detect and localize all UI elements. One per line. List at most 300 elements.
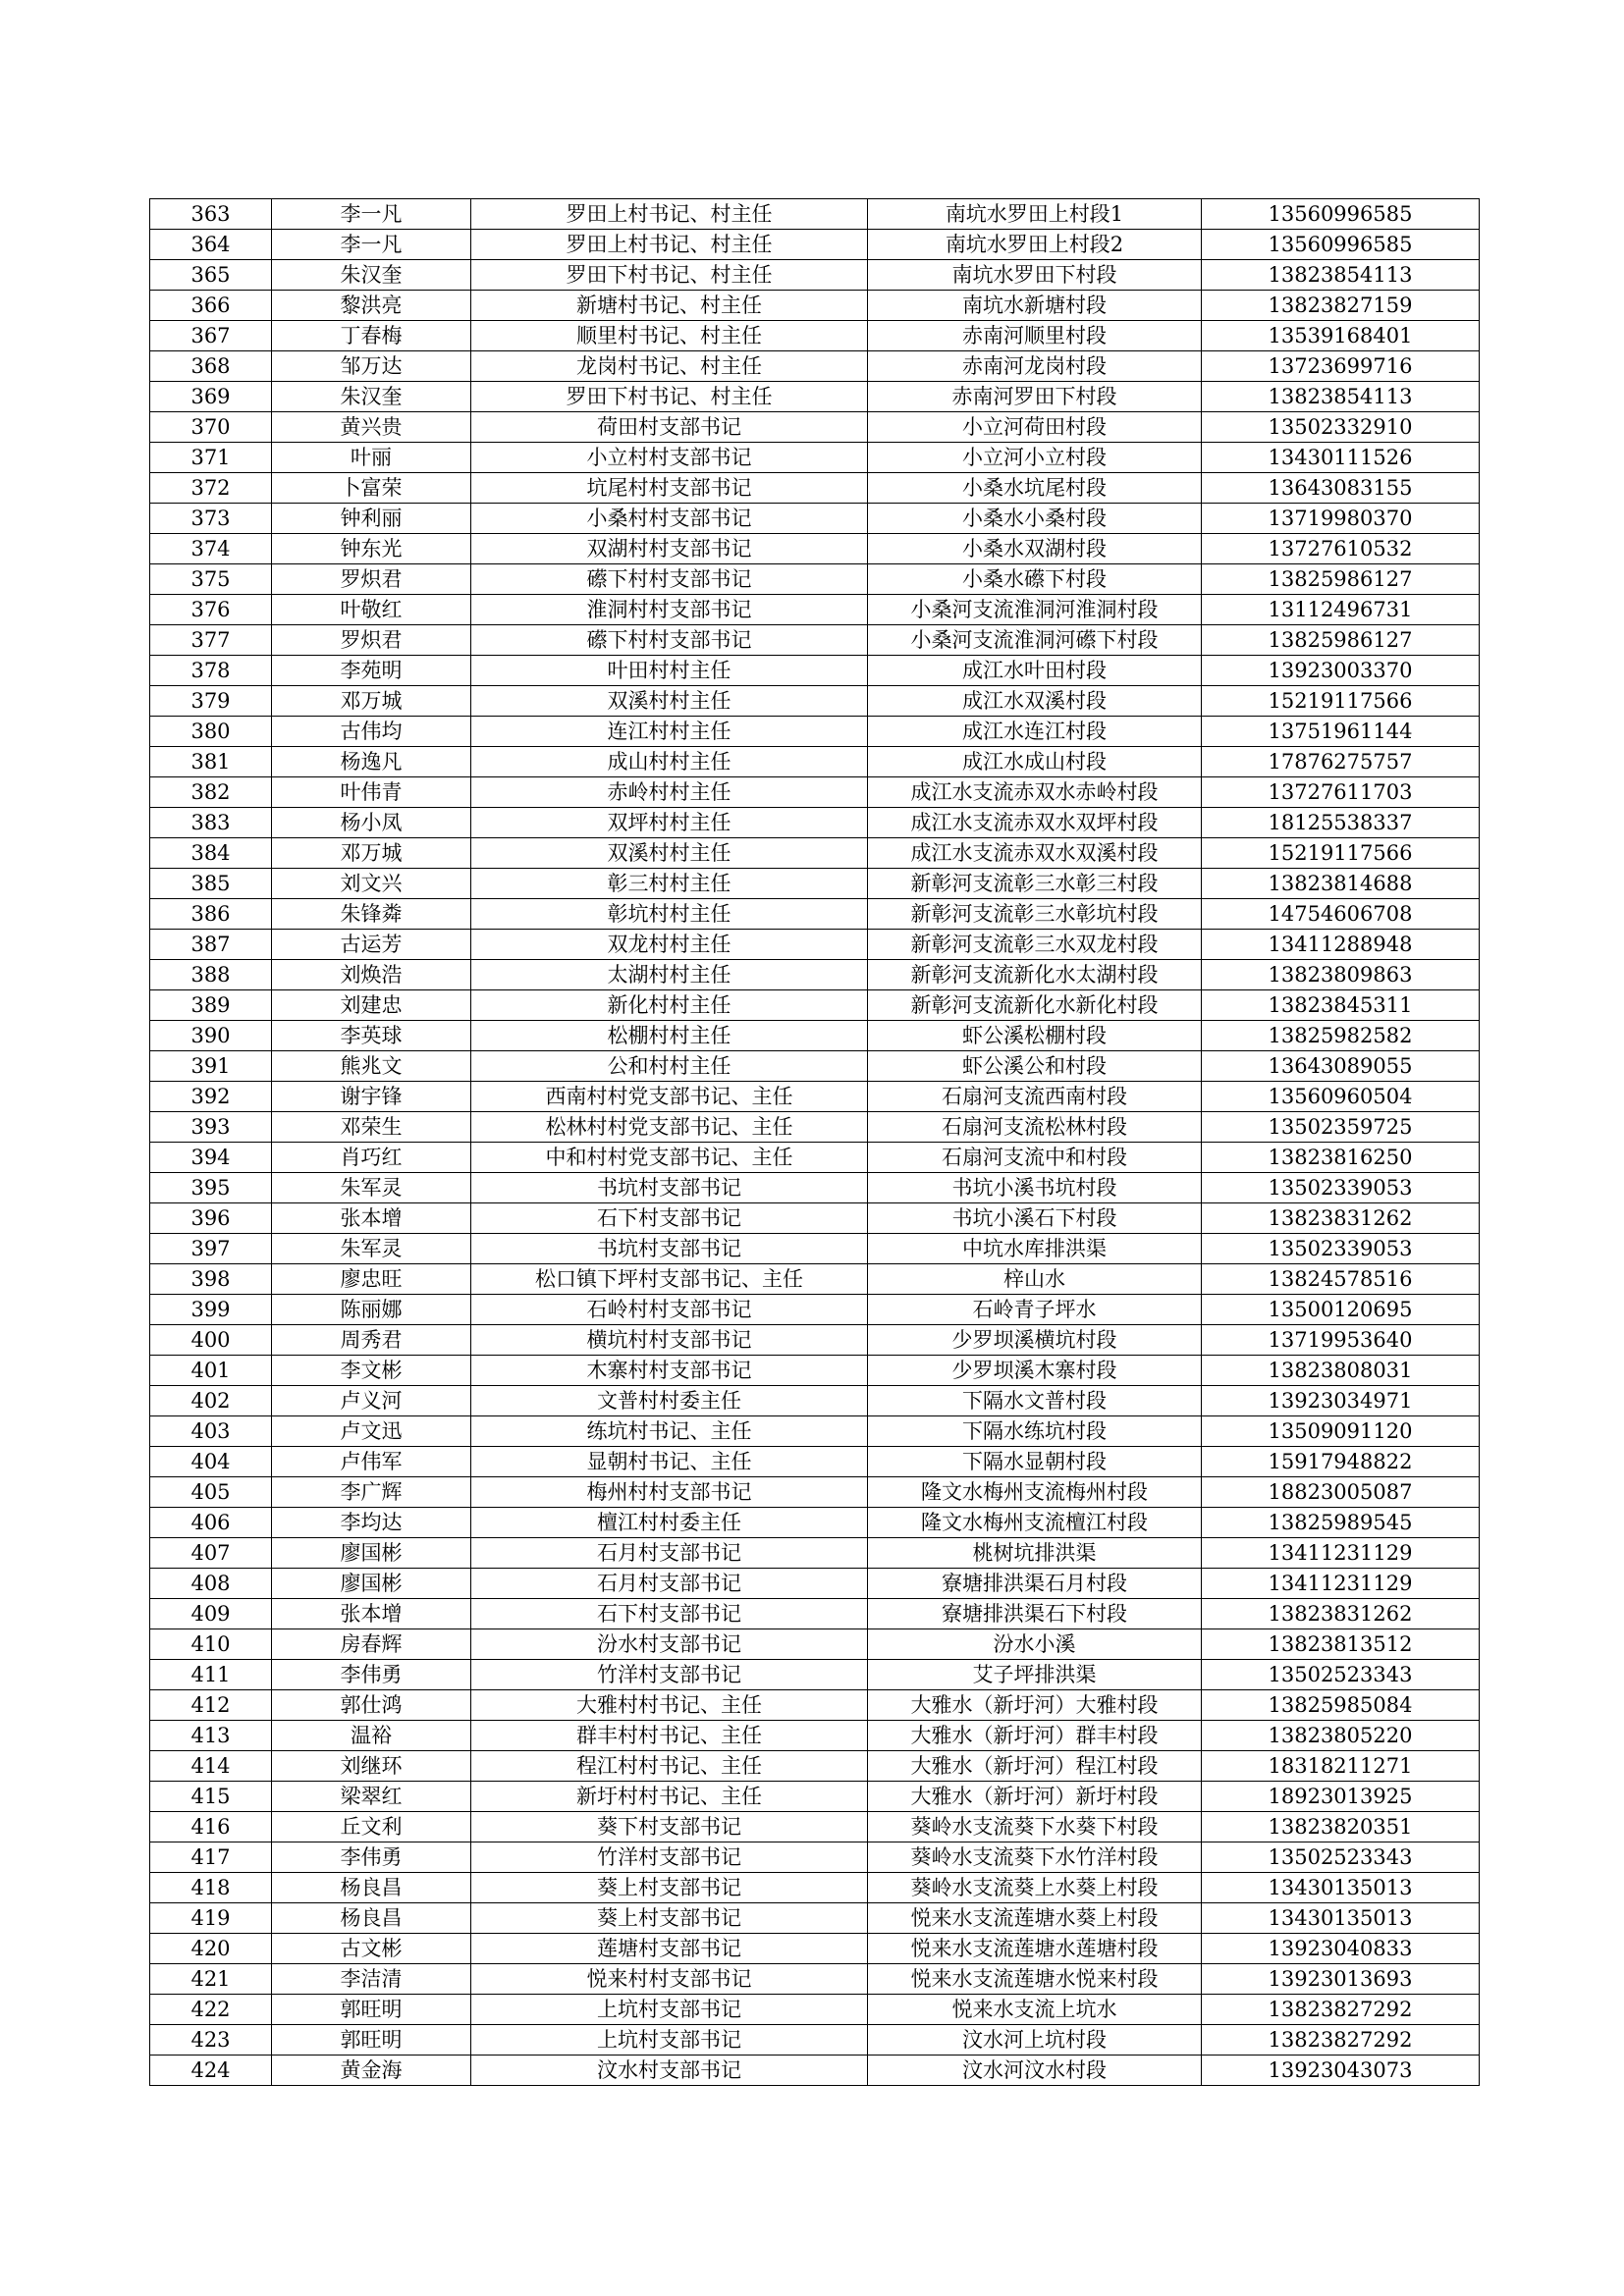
name-cell: 叶伟青 <box>272 777 471 808</box>
name-cell: 朱军灵 <box>272 1234 471 1264</box>
row-number-cell: 371 <box>150 443 272 473</box>
row-number-cell: 422 <box>150 1995 272 2025</box>
river-section-cell: 小桑河支流淮洞河礤下村段 <box>868 625 1202 656</box>
table-row <box>150 291 1480 321</box>
phone-cell: 13825986127 <box>1202 625 1480 656</box>
row-number-cell: 363 <box>150 199 272 230</box>
name-cell: 李洁清 <box>272 1964 471 1995</box>
name-cell: 邓荣生 <box>272 1112 471 1143</box>
river-section-cell: 下隔水显朝村段 <box>868 1447 1202 1477</box>
name-cell: 古伟均 <box>272 717 471 747</box>
position-cell: 显朝村书记、主任 <box>471 1447 868 1477</box>
position-cell: 莲塘村支部书记 <box>471 1934 868 1964</box>
position-cell: 练坑村书记、主任 <box>471 1416 868 1447</box>
position-cell: 石月村支部书记 <box>471 1538 868 1569</box>
phone-cell: 14754606708 <box>1202 899 1480 930</box>
position-cell: 松林村村党支部书记、主任 <box>471 1112 868 1143</box>
river-section-cell: 赤南河顺里村段 <box>868 321 1202 351</box>
row-number-cell: 369 <box>150 382 272 412</box>
position-cell: 礤下村村支部书记 <box>471 564 868 595</box>
position-cell: 顺里村书记、村主任 <box>471 321 868 351</box>
table-row <box>150 564 1480 595</box>
table-row <box>150 1416 1480 1447</box>
position-cell: 书坑村支部书记 <box>471 1173 868 1203</box>
river-section-cell: 虾公溪公和村段 <box>868 1051 1202 1082</box>
table-row <box>150 1477 1480 1508</box>
river-section-cell: 成江水支流赤双水双溪村段 <box>868 838 1202 869</box>
row-number-cell: 400 <box>150 1325 272 1356</box>
table-body <box>150 199 1480 2086</box>
river-section-cell: 小立河荷田村段 <box>868 412 1202 443</box>
phone-cell: 18823005087 <box>1202 1477 1480 1508</box>
row-number-cell: 413 <box>150 1721 272 1751</box>
name-cell: 丘文利 <box>272 1812 471 1842</box>
table-row <box>150 1203 1480 1234</box>
table-row <box>150 1508 1480 1538</box>
river-section-cell: 小桑水坑尾村段 <box>868 473 1202 504</box>
phone-cell: 13825982582 <box>1202 1021 1480 1051</box>
row-number-cell: 409 <box>150 1599 272 1629</box>
row-number-cell: 408 <box>150 1569 272 1599</box>
name-cell: 李均达 <box>272 1508 471 1538</box>
name-cell: 刘文兴 <box>272 869 471 899</box>
position-cell: 群丰村村书记、主任 <box>471 1721 868 1751</box>
phone-cell: 15219117566 <box>1202 686 1480 717</box>
position-cell: 葵上村支部书记 <box>471 1903 868 1934</box>
row-number-cell: 404 <box>150 1447 272 1477</box>
phone-cell: 13825985084 <box>1202 1690 1480 1721</box>
name-cell: 邹万达 <box>272 351 471 382</box>
row-number-cell: 384 <box>150 838 272 869</box>
name-cell: 李广辉 <box>272 1477 471 1508</box>
row-number-cell: 391 <box>150 1051 272 1082</box>
phone-cell: 13502339053 <box>1202 1234 1480 1264</box>
table-row <box>150 838 1480 869</box>
table-row <box>150 1295 1480 1325</box>
table-row <box>150 1386 1480 1416</box>
row-number-cell: 396 <box>150 1203 272 1234</box>
phone-cell: 13560960504 <box>1202 1082 1480 1112</box>
row-number-cell: 379 <box>150 686 272 717</box>
table-row <box>150 1995 1480 2025</box>
row-number-cell: 383 <box>150 808 272 838</box>
row-number-cell: 373 <box>150 504 272 534</box>
row-number-cell: 394 <box>150 1143 272 1173</box>
row-number-cell: 398 <box>150 1264 272 1295</box>
row-number-cell: 388 <box>150 960 272 990</box>
row-number-cell: 364 <box>150 230 272 260</box>
name-cell: 刘继环 <box>272 1751 471 1782</box>
table-row <box>150 1082 1480 1112</box>
position-cell: 汶水村支部书记 <box>471 2056 868 2086</box>
name-cell: 钟东光 <box>272 534 471 564</box>
position-cell: 程江村村书记、主任 <box>471 1751 868 1782</box>
table-row <box>150 2056 1480 2086</box>
name-cell: 李伟勇 <box>272 1660 471 1690</box>
position-cell: 大雅村村书记、主任 <box>471 1690 868 1721</box>
phone-cell: 13411231129 <box>1202 1538 1480 1569</box>
row-number-cell: 417 <box>150 1842 272 1873</box>
position-cell: 罗田下村书记、村主任 <box>471 260 868 291</box>
name-cell: 罗炽君 <box>272 564 471 595</box>
phone-cell: 15917948822 <box>1202 1447 1480 1477</box>
name-cell: 郭旺明 <box>272 2025 471 2056</box>
name-cell: 房春辉 <box>272 1629 471 1660</box>
table-row <box>150 199 1480 230</box>
river-section-cell: 少罗坝溪横坑村段 <box>868 1325 1202 1356</box>
name-cell: 李伟勇 <box>272 1842 471 1873</box>
row-number-cell: 401 <box>150 1356 272 1386</box>
table-row <box>150 351 1480 382</box>
name-cell: 廖国彬 <box>272 1538 471 1569</box>
name-cell: 杨小凤 <box>272 808 471 838</box>
position-cell: 荷田村支部书记 <box>471 412 868 443</box>
row-number-cell: 421 <box>150 1964 272 1995</box>
phone-cell: 13430135013 <box>1202 1903 1480 1934</box>
phone-cell: 13823827292 <box>1202 1995 1480 2025</box>
river-section-cell: 成江水双溪村段 <box>868 686 1202 717</box>
row-number-cell: 411 <box>150 1660 272 1690</box>
river-section-cell: 石扇河支流西南村段 <box>868 1082 1202 1112</box>
phone-cell: 13539168401 <box>1202 321 1480 351</box>
table-row <box>150 930 1480 960</box>
row-number-cell: 414 <box>150 1751 272 1782</box>
phone-cell: 13112496731 <box>1202 595 1480 625</box>
river-section-cell: 石扇河支流松林村段 <box>868 1112 1202 1143</box>
position-cell: 叶田村村主任 <box>471 656 868 686</box>
name-cell: 丁春梅 <box>272 321 471 351</box>
position-cell: 汾水村支部书记 <box>471 1629 868 1660</box>
table-row <box>150 1599 1480 1629</box>
position-cell: 葵上村支部书记 <box>471 1873 868 1903</box>
row-number-cell: 370 <box>150 412 272 443</box>
name-cell: 叶丽 <box>272 443 471 473</box>
river-section-cell: 新彰河支流彰三水彰坑村段 <box>868 899 1202 930</box>
table-row <box>150 1325 1480 1356</box>
river-section-cell: 桃树坑排洪渠 <box>868 1538 1202 1569</box>
position-cell: 双湖村村支部书记 <box>471 534 868 564</box>
position-cell: 书坑村支部书记 <box>471 1234 868 1264</box>
phone-cell: 13727611703 <box>1202 777 1480 808</box>
position-cell: 松棚村村主任 <box>471 1021 868 1051</box>
river-section-cell: 虾公溪松棚村段 <box>868 1021 1202 1051</box>
position-cell: 悦来村村支部书记 <box>471 1964 868 1995</box>
name-cell: 李文彬 <box>272 1356 471 1386</box>
phone-cell: 13502332910 <box>1202 412 1480 443</box>
name-cell: 叶敬红 <box>272 595 471 625</box>
position-cell: 罗田上村书记、村主任 <box>471 230 868 260</box>
row-number-cell: 418 <box>150 1873 272 1903</box>
position-cell: 太湖村村主任 <box>471 960 868 990</box>
position-cell: 彰坑村村主任 <box>471 899 868 930</box>
river-section-cell: 新彰河支流新化水太湖村段 <box>868 960 1202 990</box>
river-section-cell: 南坑水罗田上村段1 <box>868 199 1202 230</box>
row-number-cell: 376 <box>150 595 272 625</box>
position-cell: 文普村村委主任 <box>471 1386 868 1416</box>
name-cell: 黄兴贵 <box>272 412 471 443</box>
name-cell: 廖忠旺 <box>272 1264 471 1295</box>
position-cell: 石岭村村支部书记 <box>471 1295 868 1325</box>
name-cell: 朱军灵 <box>272 1173 471 1203</box>
phone-cell: 13823845311 <box>1202 990 1480 1021</box>
name-cell: 朱汉奎 <box>272 382 471 412</box>
name-cell: 卜富荣 <box>272 473 471 504</box>
phone-cell: 18125538337 <box>1202 808 1480 838</box>
phone-cell: 13643083155 <box>1202 473 1480 504</box>
table-row <box>150 504 1480 534</box>
phone-cell: 13923003370 <box>1202 656 1480 686</box>
river-section-cell: 梓山水 <box>868 1264 1202 1295</box>
river-section-cell: 葵岭水支流葵上水葵上村段 <box>868 1873 1202 1903</box>
phone-cell: 15219117566 <box>1202 838 1480 869</box>
position-cell: 赤岭村村主任 <box>471 777 868 808</box>
position-cell: 龙岗村书记、村主任 <box>471 351 868 382</box>
phone-cell: 17876275757 <box>1202 747 1480 777</box>
table-row <box>150 990 1480 1021</box>
river-section-cell: 寮塘排洪渠石月村段 <box>868 1569 1202 1599</box>
river-section-cell: 新彰河支流新化水新化村段 <box>868 990 1202 1021</box>
row-number-cell: 374 <box>150 534 272 564</box>
table-row <box>150 1690 1480 1721</box>
name-cell: 李一凡 <box>272 230 471 260</box>
table-row <box>150 473 1480 504</box>
phone-cell: 13825986127 <box>1202 564 1480 595</box>
phone-cell: 13500120695 <box>1202 1295 1480 1325</box>
phone-cell: 13923034971 <box>1202 1386 1480 1416</box>
phone-cell: 13823808031 <box>1202 1356 1480 1386</box>
phone-cell: 13823820351 <box>1202 1812 1480 1842</box>
position-cell: 礤下村村支部书记 <box>471 625 868 656</box>
phone-cell: 13411288948 <box>1202 930 1480 960</box>
river-chief-table <box>149 198 1480 2086</box>
row-number-cell: 424 <box>150 2056 272 2086</box>
row-number-cell: 377 <box>150 625 272 656</box>
table-row <box>150 412 1480 443</box>
river-section-cell: 大雅水（新圩河）程江村段 <box>868 1751 1202 1782</box>
phone-cell: 13923013693 <box>1202 1964 1480 1995</box>
position-cell: 淮洞村村支部书记 <box>471 595 868 625</box>
row-number-cell: 412 <box>150 1690 272 1721</box>
phone-cell: 13823805220 <box>1202 1721 1480 1751</box>
position-cell: 新化村村主任 <box>471 990 868 1021</box>
name-cell: 邓万城 <box>272 686 471 717</box>
table-row <box>150 1903 1480 1934</box>
phone-cell: 13923040833 <box>1202 1934 1480 1964</box>
row-number-cell: 415 <box>150 1782 272 1812</box>
row-number-cell: 405 <box>150 1477 272 1508</box>
name-cell: 杨逸凡 <box>272 747 471 777</box>
table-row <box>150 656 1480 686</box>
table-row <box>150 1051 1480 1082</box>
table-row <box>150 321 1480 351</box>
phone-cell: 18923013925 <box>1202 1782 1480 1812</box>
river-section-cell: 隆文水梅州支流檀江村段 <box>868 1508 1202 1538</box>
row-number-cell: 382 <box>150 777 272 808</box>
row-number-cell: 416 <box>150 1812 272 1842</box>
table-row <box>150 1721 1480 1751</box>
river-section-cell: 赤南河罗田下村段 <box>868 382 1202 412</box>
position-cell: 竹洋村支部书记 <box>471 1842 868 1873</box>
river-section-cell: 成江水支流赤双水双坪村段 <box>868 808 1202 838</box>
phone-cell: 13823827292 <box>1202 2025 1480 2056</box>
name-cell: 古运芳 <box>272 930 471 960</box>
phone-cell: 13723699716 <box>1202 351 1480 382</box>
river-section-cell: 大雅水（新圩河）大雅村段 <box>868 1690 1202 1721</box>
name-cell: 钟利丽 <box>272 504 471 534</box>
position-cell: 檀江村村委主任 <box>471 1508 868 1538</box>
phone-cell: 13751961144 <box>1202 717 1480 747</box>
name-cell: 熊兆文 <box>272 1051 471 1082</box>
phone-cell: 13430111526 <box>1202 443 1480 473</box>
name-cell: 黄金海 <box>272 2056 471 2086</box>
phone-cell: 13502359725 <box>1202 1112 1480 1143</box>
phone-cell: 13502339053 <box>1202 1173 1480 1203</box>
row-number-cell: 399 <box>150 1295 272 1325</box>
river-section-cell: 新彰河支流彰三水彰三村段 <box>868 869 1202 899</box>
table-row <box>150 1021 1480 1051</box>
river-section-cell: 南坑水罗田上村段2 <box>868 230 1202 260</box>
position-cell: 罗田上村书记、村主任 <box>471 199 868 230</box>
phone-cell: 13823809863 <box>1202 960 1480 990</box>
row-number-cell: 410 <box>150 1629 272 1660</box>
table-row <box>150 1569 1480 1599</box>
row-number-cell: 367 <box>150 321 272 351</box>
name-cell: 刘焕浩 <box>272 960 471 990</box>
table-row <box>150 960 1480 990</box>
name-cell: 郭仕鸿 <box>272 1690 471 1721</box>
name-cell: 肖巧红 <box>272 1143 471 1173</box>
phone-cell: 13411231129 <box>1202 1569 1480 1599</box>
row-number-cell: 387 <box>150 930 272 960</box>
position-cell: 中和村村党支部书记、主任 <box>471 1143 868 1173</box>
row-number-cell: 366 <box>150 291 272 321</box>
row-number-cell: 419 <box>150 1903 272 1934</box>
name-cell: 谢宇锋 <box>272 1082 471 1112</box>
table-row <box>150 1538 1480 1569</box>
phone-cell: 13430135013 <box>1202 1873 1480 1903</box>
phone-cell: 13825989545 <box>1202 1508 1480 1538</box>
position-cell: 石月村支部书记 <box>471 1569 868 1599</box>
name-cell: 古文彬 <box>272 1934 471 1964</box>
table-row <box>150 717 1480 747</box>
table-row <box>150 777 1480 808</box>
position-cell: 双溪村村主任 <box>471 838 868 869</box>
phone-cell: 13727610532 <box>1202 534 1480 564</box>
position-cell: 松口镇下坪村支部书记、主任 <box>471 1264 868 1295</box>
phone-cell: 18318211271 <box>1202 1751 1480 1782</box>
name-cell: 张本增 <box>272 1599 471 1629</box>
river-section-cell: 小立河小立村段 <box>868 443 1202 473</box>
phone-cell: 13560996585 <box>1202 199 1480 230</box>
table-row <box>150 443 1480 473</box>
position-cell: 小桑村村支部书记 <box>471 504 868 534</box>
position-cell: 新塘村书记、村主任 <box>471 291 868 321</box>
phone-cell: 13509091120 <box>1202 1416 1480 1447</box>
river-section-cell: 艾子坪排洪渠 <box>868 1660 1202 1690</box>
position-cell: 上坑村支部书记 <box>471 1995 868 2025</box>
river-section-cell: 下隔水文普村段 <box>868 1386 1202 1416</box>
phone-cell: 13823814688 <box>1202 869 1480 899</box>
river-section-cell: 南坑水罗田下村段 <box>868 260 1202 291</box>
table-row <box>150 1234 1480 1264</box>
position-cell: 彰三村村主任 <box>471 869 868 899</box>
phone-cell: 13502523343 <box>1202 1660 1480 1690</box>
river-section-cell: 书坑小溪石下村段 <box>868 1203 1202 1234</box>
river-section-cell: 小桑水礤下村段 <box>868 564 1202 595</box>
table-row <box>150 1173 1480 1203</box>
river-section-cell: 南坑水新塘村段 <box>868 291 1202 321</box>
position-cell: 西南村村党支部书记、主任 <box>471 1082 868 1112</box>
river-section-cell: 赤南河龙岗村段 <box>868 351 1202 382</box>
row-number-cell: 385 <box>150 869 272 899</box>
river-section-cell: 石岭青子坪水 <box>868 1295 1202 1325</box>
phone-cell: 13823813512 <box>1202 1629 1480 1660</box>
name-cell: 黎洪亮 <box>272 291 471 321</box>
name-cell: 刘建忠 <box>272 990 471 1021</box>
name-cell: 朱汉奎 <box>272 260 471 291</box>
table-row <box>150 808 1480 838</box>
river-section-cell: 下隔水练坑村段 <box>868 1416 1202 1447</box>
name-cell: 杨良昌 <box>272 1873 471 1903</box>
row-number-cell: 406 <box>150 1508 272 1538</box>
position-cell: 木寨村村支部书记 <box>471 1356 868 1386</box>
table-row <box>150 1660 1480 1690</box>
river-section-cell: 大雅水（新圩河）新圩村段 <box>868 1782 1202 1812</box>
table-row <box>150 1264 1480 1295</box>
table-row <box>150 869 1480 899</box>
phone-cell: 13824578516 <box>1202 1264 1480 1295</box>
row-number-cell: 395 <box>150 1173 272 1203</box>
table-row <box>150 595 1480 625</box>
row-number-cell: 423 <box>150 2025 272 2056</box>
table-row <box>150 1842 1480 1873</box>
table-row <box>150 230 1480 260</box>
phone-cell: 13560996585 <box>1202 230 1480 260</box>
table-row <box>150 1964 1480 1995</box>
table-row <box>150 1447 1480 1477</box>
phone-cell: 13823831262 <box>1202 1203 1480 1234</box>
row-number-cell: 380 <box>150 717 272 747</box>
river-section-cell: 石扇河支流中和村段 <box>868 1143 1202 1173</box>
position-cell: 石下村支部书记 <box>471 1599 868 1629</box>
river-section-cell: 成江水成山村段 <box>868 747 1202 777</box>
river-section-cell: 书坑小溪书坑村段 <box>868 1173 1202 1203</box>
row-number-cell: 397 <box>150 1234 272 1264</box>
river-section-cell: 成江水叶田村段 <box>868 656 1202 686</box>
name-cell: 梁翠红 <box>272 1782 471 1812</box>
position-cell: 梅州村村支部书记 <box>471 1477 868 1508</box>
row-number-cell: 375 <box>150 564 272 595</box>
table-row <box>150 260 1480 291</box>
table-row <box>150 2025 1480 2056</box>
row-number-cell: 389 <box>150 990 272 1021</box>
river-section-cell: 成江水连江村段 <box>868 717 1202 747</box>
table-row <box>150 899 1480 930</box>
table-row <box>150 1112 1480 1143</box>
river-section-cell: 葵岭水支流葵下水竹洋村段 <box>868 1842 1202 1873</box>
position-cell: 公和村村主任 <box>471 1051 868 1082</box>
river-section-cell: 汶水河汶水村段 <box>868 2056 1202 2086</box>
phone-cell: 13823854113 <box>1202 260 1480 291</box>
name-cell: 张本增 <box>272 1203 471 1234</box>
river-section-cell: 中坑水库排洪渠 <box>868 1234 1202 1264</box>
river-section-cell: 少罗坝溪木寨村段 <box>868 1356 1202 1386</box>
position-cell: 竹洋村支部书记 <box>471 1660 868 1690</box>
name-cell: 罗炽君 <box>272 625 471 656</box>
table-row <box>150 382 1480 412</box>
row-number-cell: 365 <box>150 260 272 291</box>
position-cell: 小立村村支部书记 <box>471 443 868 473</box>
